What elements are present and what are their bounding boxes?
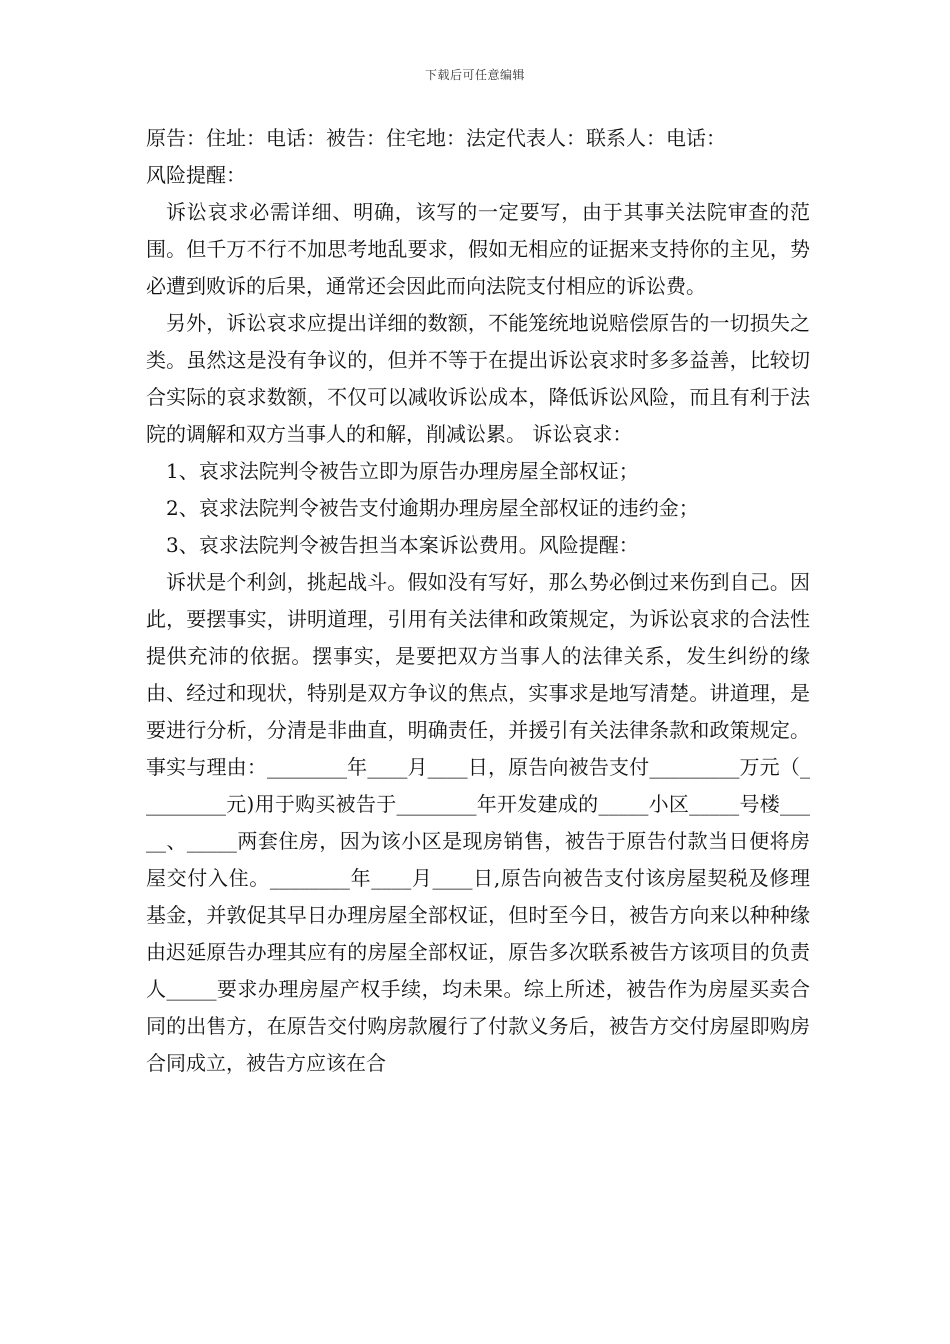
page-header-note: 下载后可任意编辑: [424, 68, 525, 82]
claim-item-1: 1、哀求法院判令被告立即为原告办理房屋全部权证；: [166, 459, 639, 483]
document-body: [146, 120, 810, 1082]
paragraph-claims-detail: 诉讼哀求必需详细、明确，该写的一定要写，由于其事关法院审查的范围。但千万不行不加思考地乱要求，假如无相应的证据来支持你的主见，势必遭到败诉的后果，通常还会因此而向法院支付相应的诉讼费。: [146, 200, 810, 298]
parties-line: 原告：住址：电话：被告：住宅地：法定代表人：联系人：电话：: [146, 126, 726, 150]
claim-item-2: 2、哀求法院判令被告支付逾期办理房屋全部权证的违约金；: [166, 496, 699, 520]
paragraph-claims-amount: 另外，诉讼哀求应提出详细的数额，不能笼统地说赔偿原告的一切损失之类。虽然这是没有争议的，但并不等于在提出诉讼哀求时多多益善，比较切合实际的哀求数额，不仅可以减收诉讼成本，降低诉讼风险，而且有利于法院的调解和双方当事人的和解，削减讼累。 诉讼哀求：: [146, 311, 810, 446]
risk-reminder-heading: 风险提醒：: [146, 163, 246, 187]
claim-item-3: 3、哀求法院判令被告担当本案诉讼费用。风险提醒：: [166, 533, 639, 557]
paragraph-facts-and-reasons: 诉状是个利剑，挑起战斗。假如没有写好，那么势必倒过来伤到自己。因此，要摆事实，讲明道理，引用有关法律和政策规定，为诉讼哀求的合法性提供充沛的依据。摆事实，是要把双方当事人的法律关系，发生纠纷的缘由、经过和现状，特别是双方争议的焦点，实事求是地写清楚。讲道理，是要进行分析，分清是非曲直，明确责任，并援引有关法律条款和政策规定。 事实与理由：________年____月____日，原告向被告支付_________万元（_________元)用于购买被告于________年开发建成的_____小区_____号楼_____、_____两套住房，因为该小区是现房销售，被告于原告付款当日便将房屋交付入住。________年____月____日,原告向被告支付该房屋契税及修理基金，并敦促其早日办理房屋全部权证，但时至今日，被告方向来以种种缘由迟延原告办理其应有的房屋全部权证，原告多次联系被告方该项目的负责人_____要求办理房屋产权手续，均未果。综上所述，被告作为房屋买卖合同的出售方，在原告交付购房款履行了付款义务后，被告方交付房屋即购房合同成立，被告方应该在合: [146, 570, 810, 1075]
